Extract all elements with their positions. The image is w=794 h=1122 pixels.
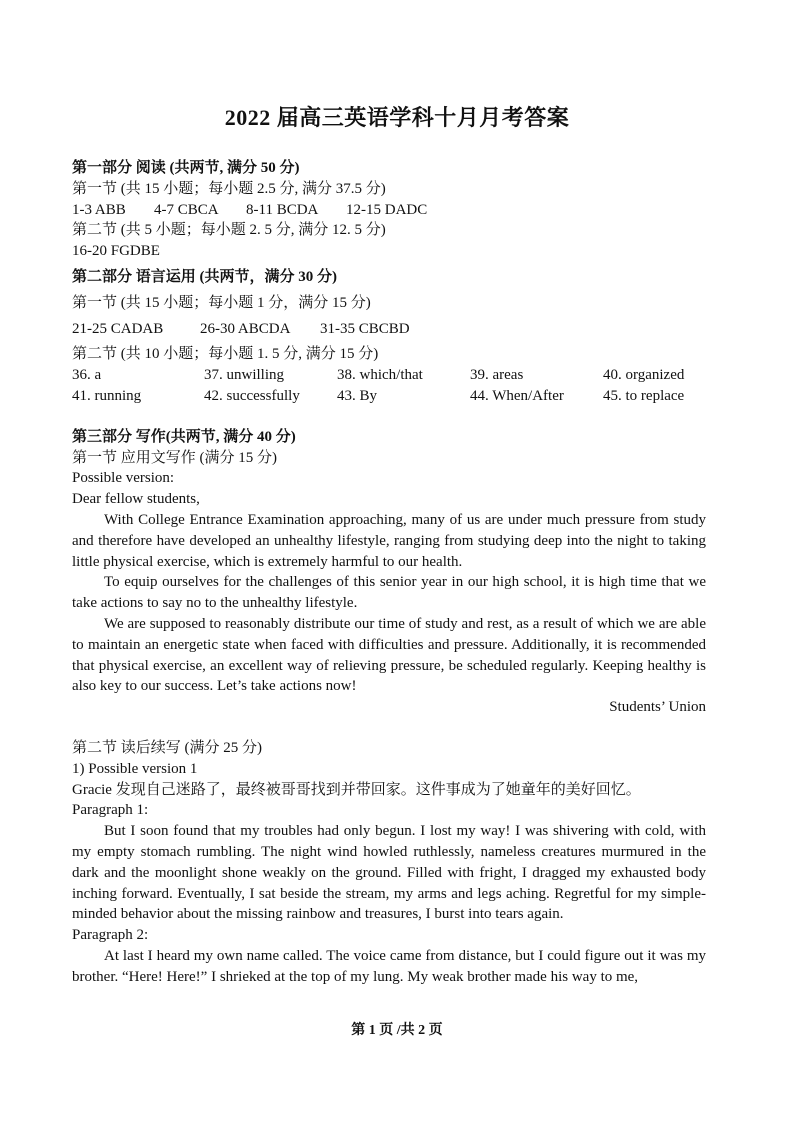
part3-sec2-heading: 第二节 读后续写 (满分 25 分) — [72, 739, 262, 756]
grid-cell: 44. When/After — [470, 387, 564, 404]
part1-sec1-heading: 第一节 (共 15 小题；每小题 2.5 分, 满分 37.5 分) — [72, 180, 386, 197]
part1-heading: 第一部分 阅读 (共两节, 满分 50 分) — [72, 160, 300, 176]
letter-paragraph: We are supposed to reasonably distribute our time of study and rest, as a result of which we are able to maintain an energetic state when faced with difficulties and pressure. Additionally, it is recommended that physical exercise, an excellent way of relieving pressure, be scheduled regularly. Keeping healthy is also key to our success. Let’s take actions now! — [72, 615, 706, 695]
grid-cell: 41. running — [72, 387, 142, 404]
paragraph1-text: But I soon found that my troubles had only begun. I lost my way! I was shivering with cold, with my empty stomach rumbling. The night wind howled ruthlessly, nameless creatures murmured in the dark and the moonlight shone weakly on the ground. Filled with fright, I dragged my exhausted body inching forward. Eventually, I sat beside the stream, my arms and legs aching. Regretful for my simple-minded behavior about the missing rainbow and treasures, I burst into tears again. — [72, 823, 706, 923]
grid-cell: 37. unwilling — [204, 367, 285, 384]
answer-group: 12-15 DADC — [346, 201, 428, 218]
possible-version-label: Possible version: — [72, 470, 175, 487]
part3-sec1-heading: 第一节 应用文写作 (满分 15 分) — [72, 449, 277, 466]
version-label: 1) Possible version 1 — [72, 760, 198, 777]
content — [72, 158, 706, 987]
grid-cell: 39. areas — [470, 367, 524, 384]
answer-group: 26-30 ABCDA — [200, 320, 291, 337]
letter-signature: Students’ Union — [609, 699, 706, 716]
story-summary: Gracie 发现自己迷路了，最终被哥哥找到并带回家。这件事成为了她童年的美好回忆。 — [72, 781, 641, 798]
answer-group: 21-25 CADAB — [72, 320, 164, 337]
answer-group: 1-3 ABB — [72, 201, 126, 218]
part1-sec1-answers — [72, 200, 706, 221]
grid-cell: 40. organized — [603, 367, 685, 384]
part2-sec1-answers — [72, 319, 706, 340]
answer-grid-row — [72, 386, 706, 407]
grid-cell: 36. a — [72, 367, 102, 384]
letter-paragraph: To equip ourselves for the challenges of this senior year in our high school, it is high time that we take actions to say no to the unhealthy lifestyle. — [72, 574, 706, 612]
part2-heading: 第二部分 语言运用 (共两节，满分 30 分) — [72, 268, 337, 285]
paragraph2-label: Paragraph 2: — [72, 927, 149, 944]
paragraph2-text: At last I heard my own name called. The voice came from distance, but I could figure out it was my brother. “Here! Here!” I shrieked at the top of my lung. My weak brother made his way to me, — [72, 947, 706, 985]
grid-cell: 42. successfully — [204, 387, 300, 404]
part1-sec2-heading: 第二节 (共 5 小题；每小题 2. 5 分, 满分 12. 5 分) — [72, 222, 386, 239]
part2-sec2-heading: 第二节 (共 10 小题；每小题 1. 5 分, 满分 15 分) — [72, 346, 379, 363]
letter-greeting: Dear fellow students, — [72, 491, 200, 508]
answer-group: 8-11 BCDA — [246, 201, 319, 218]
answer-group: 4-7 CBCA — [154, 201, 219, 218]
grid-cell: 45. to replace — [603, 387, 685, 404]
page-footer: 第 1 页 /共 2 页 — [351, 1023, 443, 1038]
grid-cell: 38. which/that — [337, 367, 423, 384]
paragraph1-label: Paragraph 1: — [72, 802, 149, 819]
answer-grid-row — [72, 365, 706, 386]
grid-cell: 43. By — [337, 387, 378, 404]
answer-group: 31-35 CBCBD — [320, 320, 410, 337]
letter-paragraph: With College Entrance Examination approaching, many of us are under much pressure from study and therefore have developed an unhealthy lifestyle, ranging from studying deep into the night to taking little physical exercise, which is extremely harmful to our health. — [72, 511, 706, 570]
part3-heading: 第三部分 写作(共两节, 满分 40 分) — [72, 428, 296, 445]
part1-sec2-answers: 16-20 FGDBE — [72, 243, 160, 260]
page-title: 2022 届高三英语学科十月月考答案 — [224, 105, 570, 130]
part2-sec1-heading: 第一节 (共 15 小题；每小题 1 分，满分 15 分) — [72, 294, 371, 311]
